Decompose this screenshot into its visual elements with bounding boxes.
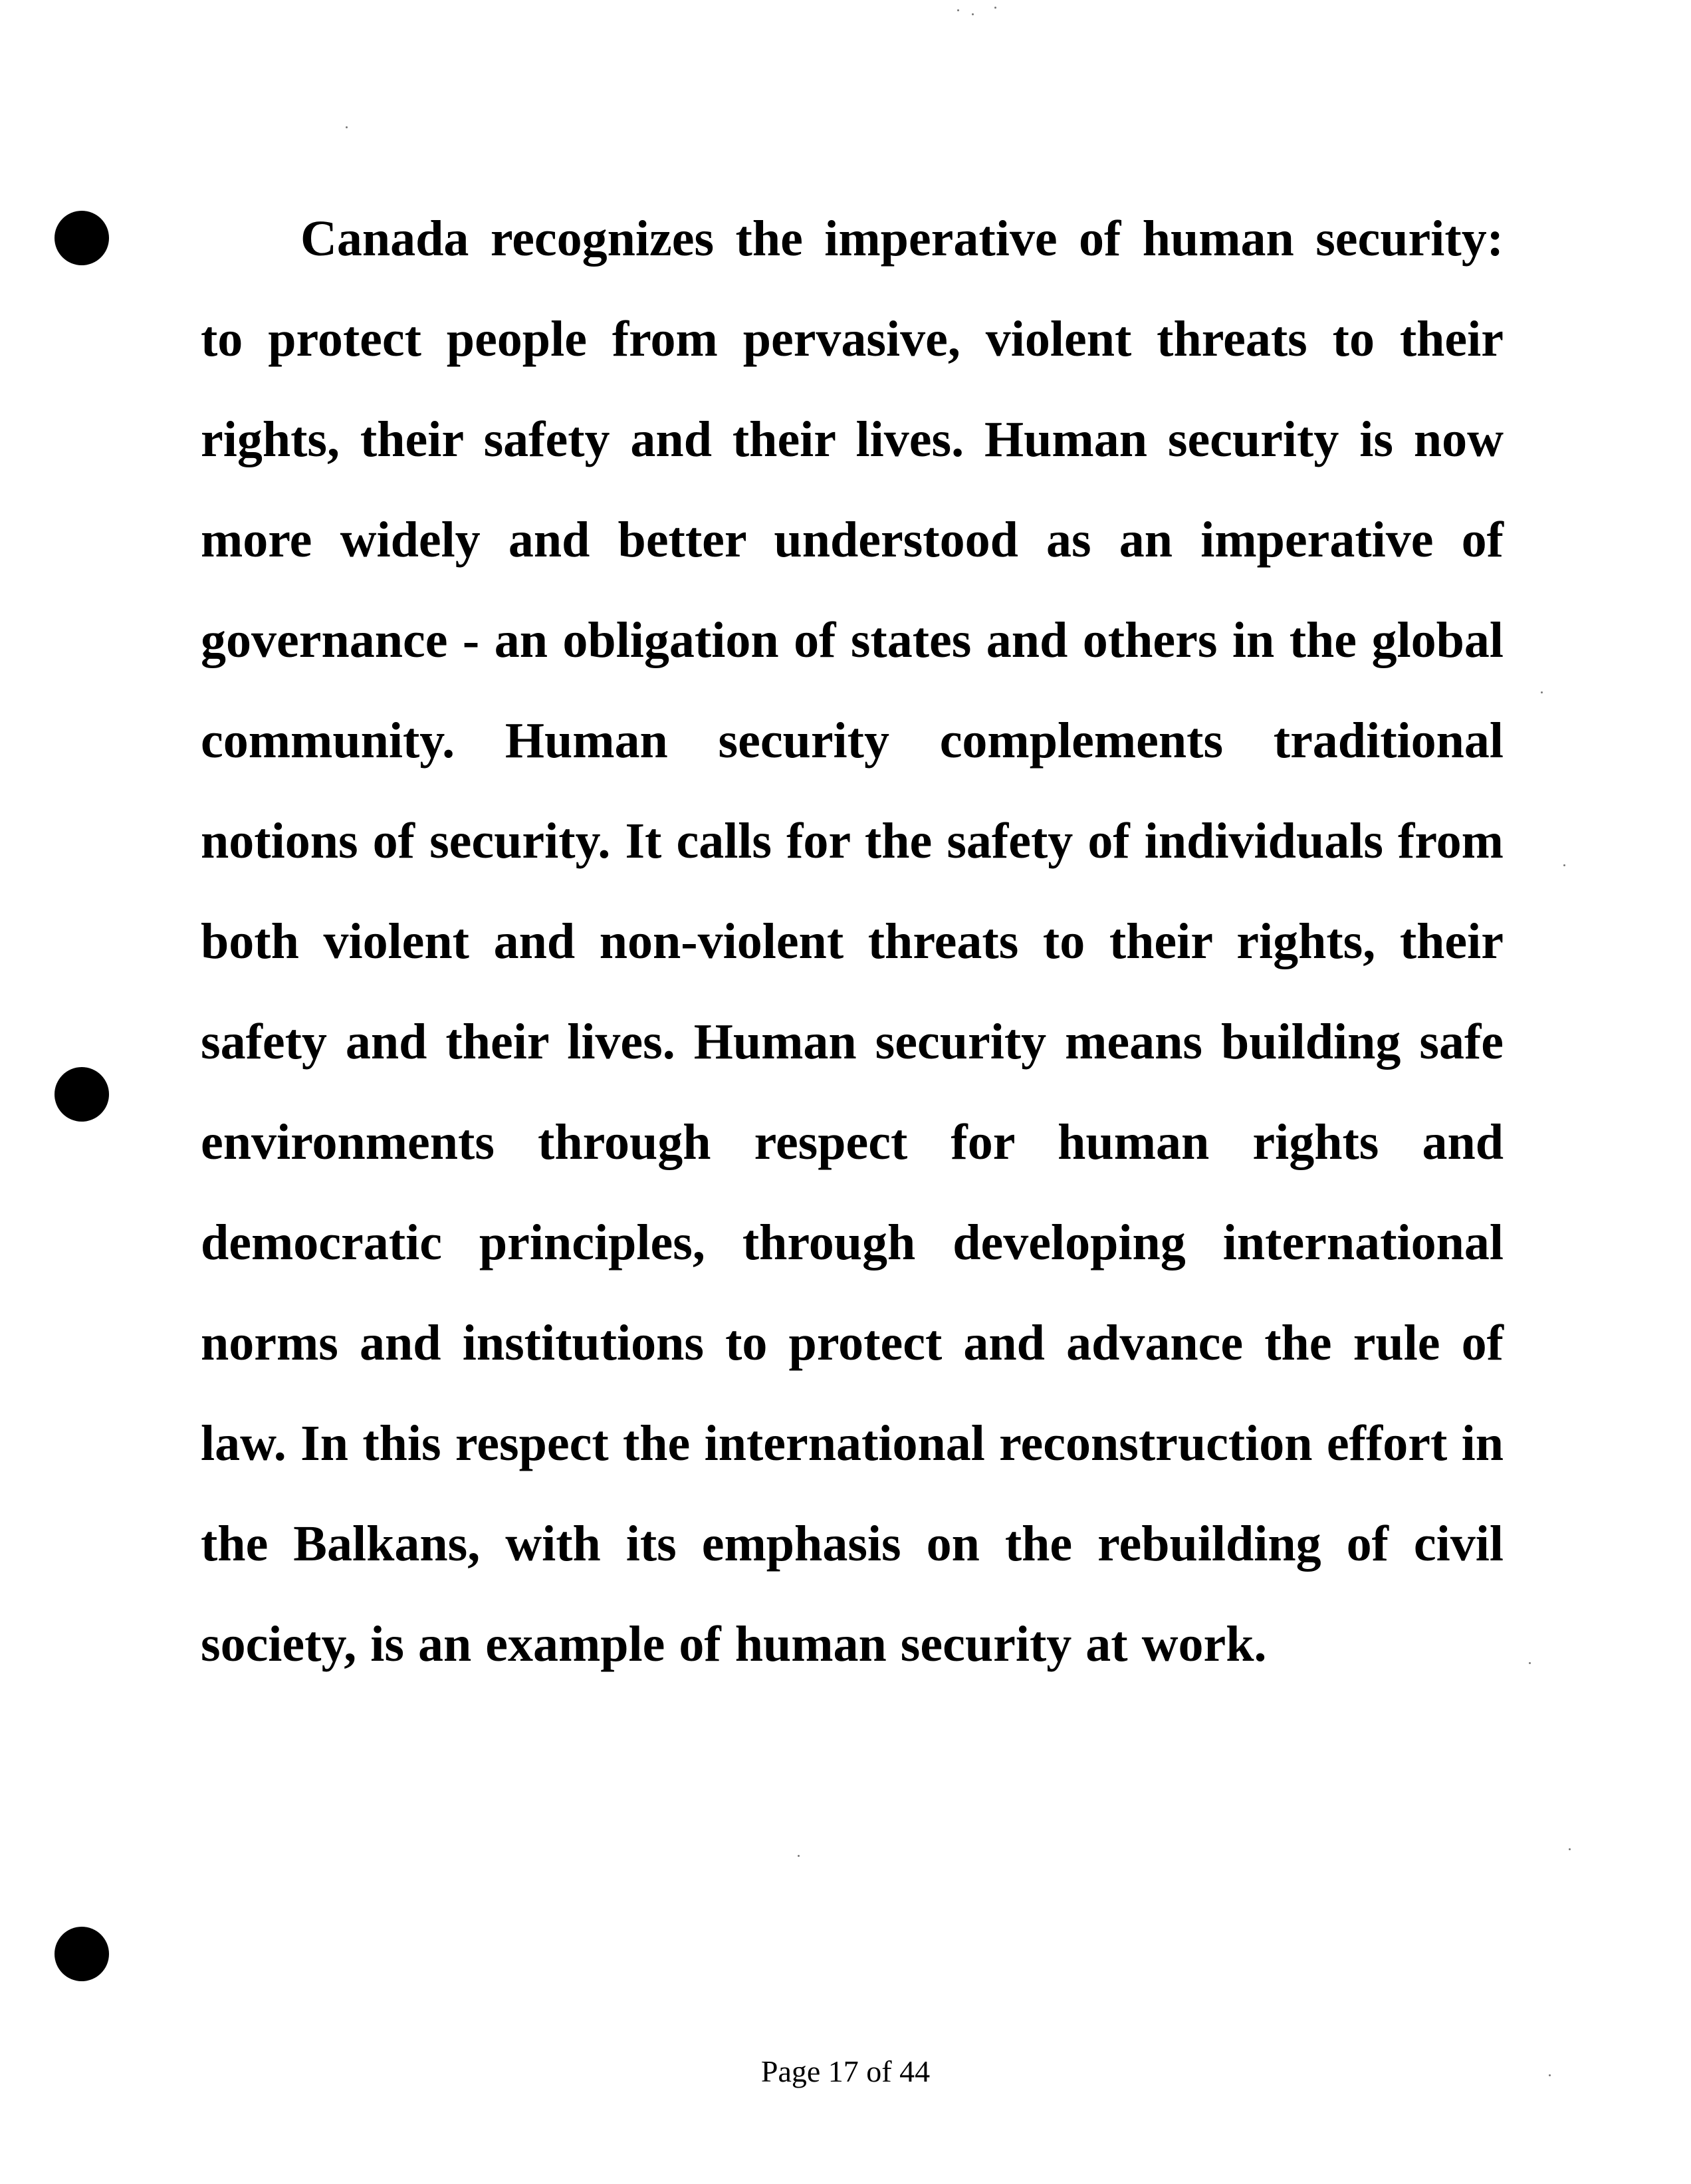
scan-speck	[994, 7, 996, 9]
scan-speck	[1549, 2074, 1551, 2076]
punch-hole-top	[55, 211, 109, 265]
punch-hole-middle	[55, 1067, 109, 1122]
punch-hole-bottom	[55, 1927, 109, 1981]
scan-speck	[346, 126, 348, 128]
scan-speck	[1569, 1848, 1571, 1850]
scan-speck	[1541, 691, 1543, 693]
scan-speck	[798, 1855, 800, 1857]
body-paragraph: Canada recognizes the imperative of human security: to protect people from pervasive, violent threats to their rights, their safety and their lives. Human security is now more widely and better understood as an imperative of governance - an obligation of states and others in the global community. Human security complements traditional notions of security. It calls for the safety of individuals from both violent and non-violent threats to their rights, their safety and their lives. Human security means building safe environments through respect for human rights and democratic principles, through developing international norms and institutions to protect and advance the rule of law. In this respect the international reconstruction effort in the Balkans, with its emphasis on the rebuilding of civil society, is an example of human security at work.	[201, 211, 1504, 1672]
scan-speck	[957, 9, 959, 11]
scan-speck	[1563, 864, 1565, 866]
page-number-footer: Page 17 of 44	[760, 2054, 931, 2088]
scan-speck	[1529, 1662, 1531, 1664]
scan-speck	[972, 13, 974, 15]
